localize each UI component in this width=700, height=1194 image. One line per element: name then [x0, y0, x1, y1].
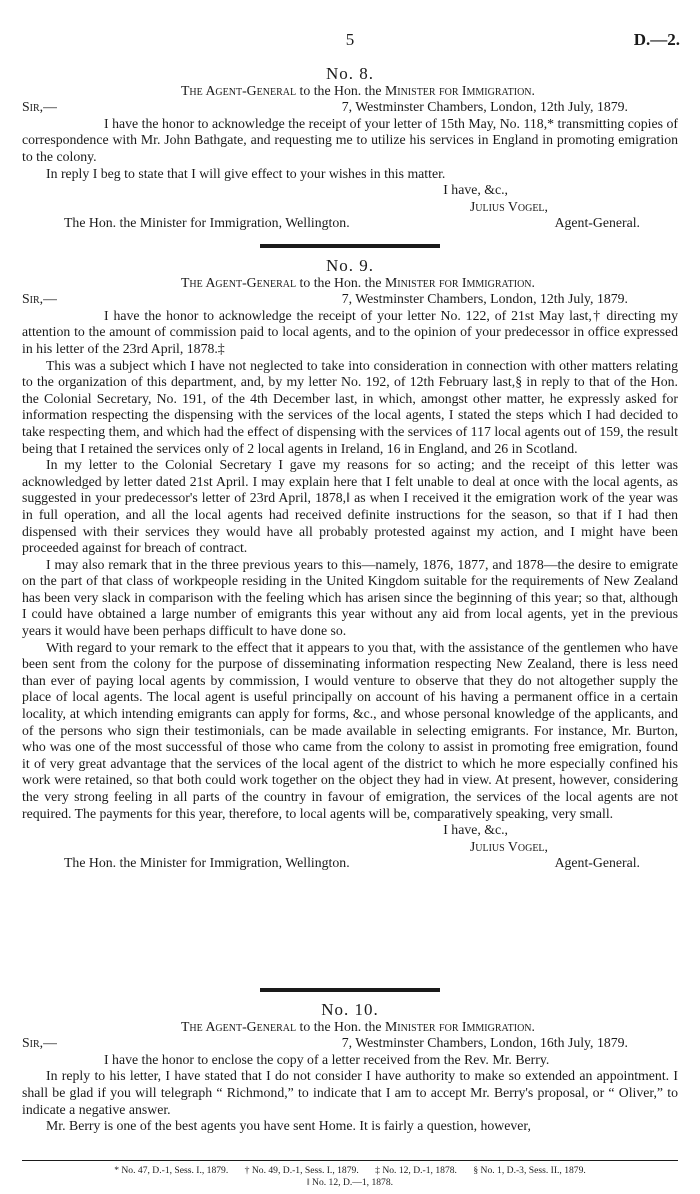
footnote: ‖ No. 12, D.—1, 1878.	[306, 1177, 394, 1188]
paragraph: In reply to his letter, I have stated that I do not consider I have authority to make so extended an appointment. I shall be glad if you will telegraph “ Richmond,” to indicate that I am to accept Mr. Berry's proposal, or “ Oliver,” to indicate a negative answer.	[22, 1068, 678, 1117]
letter-date: 7, Westminster Chambers, London, 12th July, 1879.	[341, 291, 628, 307]
salutation: Sir,—	[22, 99, 57, 115]
paragraph: I have the honor to acknowledge the receipt of your letter No. 122, of 21st May last,† directing my attention to the amount of commission paid to local agents, and to the opinion of your predecessor in office expressed in his letter of the 23rd April, 1878.‡	[22, 307, 678, 356]
paragraph: With regard to your remark to the effect that it appears to you that, with the assistance of the gentlemen who have been sent from the colony for the purpose of disseminating information respecting New Zealand, there is less need than ever of paying local agents by commission, I would venture to observe that they do not altogether supply the place of local agents. The local agent is useful principally on account of his having a permanent office in a certain locality, at which intending emigrants can apply for forms, &c., and whose personal knowledge of the applicants, and of the persons who sign their testimonials, can be made available in selecting emigrants. For instance, Mr. Burton, who was one of the most successful of those who came from the colony to assist in promoting free emigration, found it of very great advantage that the services of the local agent of the district to which he more especially confined his work were retained, so that both could work together on the object they had in view. At present, however, considering the very strong feeling in all parts of the country in favour of emigration, the services of the local agents are not required. The payments for this year, therefore, to local agents will be, comparatively speaking, very small.	[22, 639, 678, 821]
paragraph: In reply I beg to state that I will give effect to your wishes in this matter.	[46, 165, 446, 181]
paragraph: I have the honor to enclose the copy of a letter received from the Rev. Mr. Berry.	[104, 1051, 550, 1067]
addressee: The Hon. the Minister for Immigration, Wellington.	[64, 855, 350, 871]
paragraph: I have the honor to acknowledge the receipt of your letter of 15th May, No. 118,* transmitting copies of correspondence with Mr. John Bathgate, and requesting me to utilize his services in England in promoting emigration to the colony.	[22, 115, 678, 164]
section-divider	[260, 988, 440, 992]
letter-date: 7, Westminster Chambers, London, 16th July, 1879.	[341, 1035, 628, 1051]
paragraph: I may also remark that in the three previous years to this—namely, 1876, 1877, and 1878—the desire to emigrate on the part of that class of workpeople residing in the United Kingdom suitable for the requirements of New Zealand has been very slack in comparison with the feeling which has arisen since the beginning of this year; so that, although I could have obtained a large number of emigrants this year without any aid from local agents, yet in the previous years it would have been perhaps difficult to have done so.	[22, 556, 678, 639]
paragraph: Mr. Berry is one of the best agents you have sent Home. It is fairly a question, however,	[46, 1118, 531, 1134]
footnotes	[22, 1160, 678, 1189]
footnote: † No. 49, D.-1, Sess. I., 1879.	[244, 1165, 359, 1176]
addressee-row	[22, 215, 678, 232]
closing: I have, &c.,	[443, 822, 508, 838]
letter-no-8	[22, 66, 678, 232]
salutation-row	[22, 99, 678, 116]
letter-heading: The Agent-General to the Hon. the Minister for Immigration.	[181, 274, 535, 290]
letter-number: No. 9.	[325, 256, 375, 275]
signature: Julius Vogel,	[469, 198, 548, 214]
addressee: The Hon. the Minister for Immigration, Wellington.	[64, 215, 350, 231]
signature: Julius Vogel,	[469, 838, 548, 854]
paper-reference: D.—2.	[633, 30, 680, 49]
salutation: Sir,—	[22, 291, 57, 307]
salutation: Sir,—	[22, 1035, 57, 1051]
addressee-row	[22, 855, 678, 872]
paragraph: This was a subject which I have not neglected to take into consideration in connection with other matters relating to the organization of this department, and, by my letter No. 192, of 12th February last,§ in reply to that of the Hon. the Colonial Secretary, No. 191, of the 4th December last, in which, amongst other matter, he expressly asked for information respecting the dispensing with the services of the local agents, I stated the steps which I had decided to take respecting them, and which had the effect of dispensing with the services of 117 local agents out of 159, the result being that I retained the services only of 2 local agents in Ireland, 16 in England, and 26 in Scotland.	[22, 357, 678, 456]
letter-number: No. 8.	[325, 64, 375, 83]
footnote: ‡ No. 12, D.-1, 1878.	[375, 1165, 457, 1176]
letter-heading: The Agent-General to the Hon. the Minister for Immigration.	[181, 82, 535, 98]
letter-no-9	[22, 258, 678, 872]
salutation-row	[22, 291, 678, 308]
salutation-row	[22, 1035, 678, 1052]
letter-number: No. 10.	[321, 1000, 379, 1019]
footnote: § No. 1, D.-3, Sess. II., 1879.	[473, 1165, 586, 1176]
page-number: 5	[345, 30, 355, 49]
signatory-role: Agent-General.	[554, 215, 640, 231]
letter-date: 7, Westminster Chambers, London, 12th July, 1879.	[341, 99, 628, 115]
letter-no-10	[22, 1002, 678, 1135]
footnote: * No. 47, D.-1, Sess. I., 1879.	[114, 1165, 229, 1176]
paragraph: In my letter to the Colonial Secretary I gave my reasons for so acting; and the receipt of this letter was acknowledged by letter dated 21st April. I may explain here that I felt unable to deal at once with the local agents, as suggested in your predecessor's letter of 23rd April, 1878,‖ as when I received it the emigration work of the year was in full operation, and all the local agents had received definite instructions for the season, so that if I had then dispensed with their services they would have all probably protested against my action, and I might have been proceeded against for breach of contract.	[22, 457, 678, 556]
closing: I have, &c.,	[443, 182, 508, 198]
letter-heading: The Agent-General to the Hon. the Minister for Immigration.	[181, 1018, 535, 1034]
section-divider	[260, 244, 440, 248]
signatory-role: Agent-General.	[554, 855, 640, 871]
